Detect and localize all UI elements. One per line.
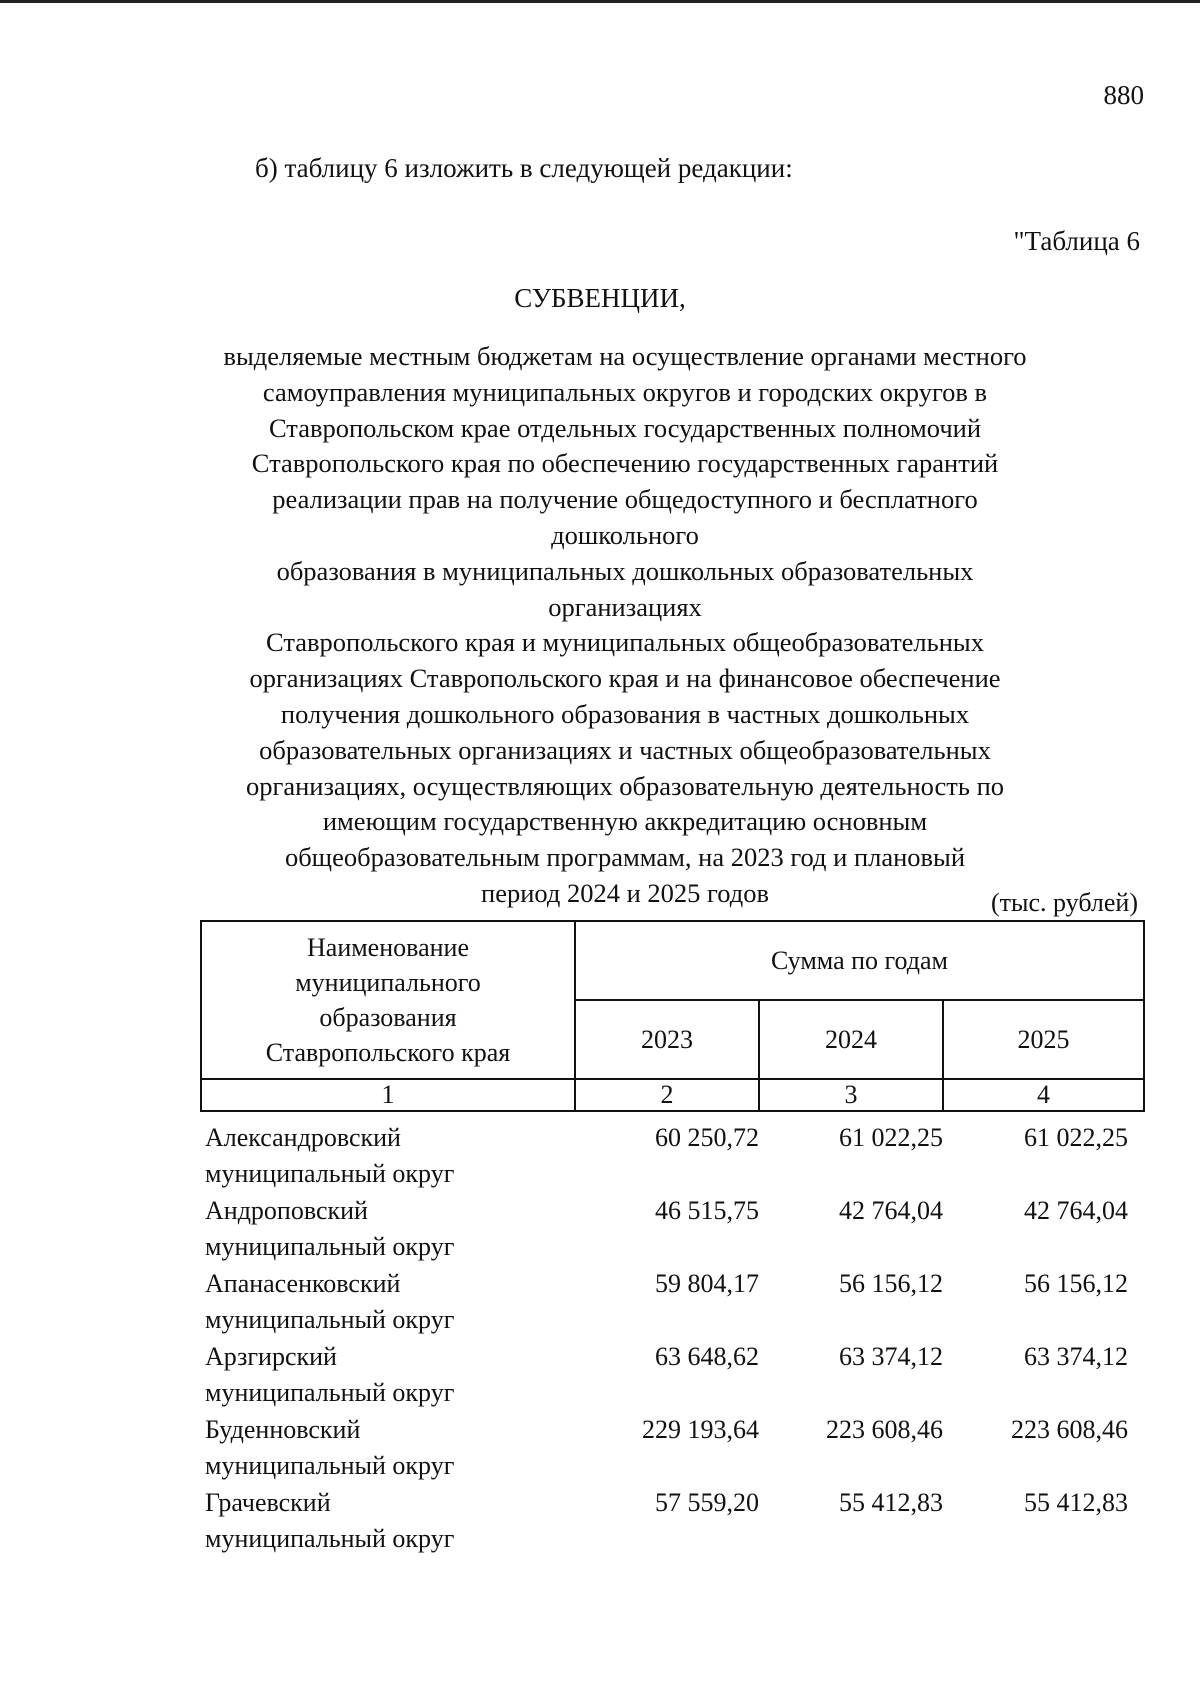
column-number-3: 3 xyxy=(759,1079,943,1111)
municipality-name-line: Буденновский xyxy=(205,1415,361,1444)
subtitle-line: организациях Ставропольского края и на финансовое обеспечение xyxy=(249,663,1001,694)
municipality-name xyxy=(200,1485,579,1558)
municipality-name-line: муниципальный округ xyxy=(205,1159,455,1188)
header-name-line: Ставропольского края xyxy=(265,1038,511,1067)
header-year-2025: 2025 xyxy=(943,1000,1144,1079)
table-row xyxy=(200,1120,1143,1193)
header-year-2023: 2023 xyxy=(575,1000,759,1079)
table-label: "Таблица 6 xyxy=(1013,226,1140,256)
municipality-name-line: муниципальный округ xyxy=(205,1305,455,1334)
municipality-name-line: муниципальный округ xyxy=(205,1378,455,1407)
municipality-name xyxy=(200,1339,579,1412)
subsidy-table-header xyxy=(200,920,1145,1112)
subtitle-line: Ставропольском крае отдельных государственных полномочий xyxy=(268,412,982,443)
table-row xyxy=(200,1193,1143,1266)
municipality-name-line: Александровский xyxy=(205,1123,401,1152)
column-number-1: 1 xyxy=(201,1079,575,1111)
value-2023: 57 559,20 xyxy=(655,1488,759,1517)
value-2023: 63 648,62 xyxy=(655,1342,759,1371)
intro-text: б) таблицу 6 изложить в следующей редакции: xyxy=(255,153,793,183)
municipality-name xyxy=(200,1193,579,1266)
value-2023: 60 250,72 xyxy=(655,1123,759,1152)
value-2024: 63 374,12 xyxy=(839,1342,943,1371)
municipality-name-line: муниципальный округ xyxy=(205,1451,455,1480)
table-row xyxy=(200,1339,1143,1412)
value-2024: 55 412,83 xyxy=(839,1488,943,1517)
table-row xyxy=(200,1485,1143,1558)
value-2023: 229 193,64 xyxy=(642,1415,759,1444)
value-2024: 42 764,04 xyxy=(839,1196,943,1225)
subtitle-line: образования в муниципальных дошкольных образовательных организациях xyxy=(276,555,974,622)
subtitle-line: период 2024 и 2025 годов xyxy=(481,877,769,908)
column-number-4: 4 xyxy=(943,1079,1144,1111)
subtitle-line: общеобразовательным программам, на 2023 год и плановый xyxy=(284,842,966,873)
header-name-line: муниципального xyxy=(295,968,481,997)
top-rule xyxy=(0,0,1200,3)
value-2025: 223 608,46 xyxy=(1011,1415,1128,1444)
table-row xyxy=(200,1266,1143,1339)
header-year-2024: 2024 xyxy=(759,1000,943,1079)
value-2025: 63 374,12 xyxy=(1024,1342,1128,1371)
header-sum-cell: Сумма по годам xyxy=(575,921,1144,1000)
value-2025: 61 022,25 xyxy=(1024,1123,1128,1152)
municipality-name-line: Андроповский xyxy=(205,1196,368,1225)
value-2024: 223 608,46 xyxy=(826,1415,943,1444)
column-number-2: 2 xyxy=(575,1079,759,1111)
header-name-line: образования xyxy=(319,1003,457,1032)
municipality-name xyxy=(200,1120,579,1193)
subtitle-line: выделяемые местным бюджетам на осуществление органами местного xyxy=(223,341,1027,371)
value-2023: 46 515,75 xyxy=(655,1196,759,1225)
municipality-name-line: муниципальный округ xyxy=(205,1232,455,1261)
subtitle-line: организациях, осуществляющих образовательную деятельность по xyxy=(245,770,1005,801)
subtitle-line: образовательных организациях и частных общеобразовательных xyxy=(259,734,991,765)
header-name-line: Наименование xyxy=(307,933,469,962)
subtitle-line: реализации прав на получение общедоступного и бесплатного дошкольного xyxy=(272,484,978,550)
municipality-name-line: Арзгирский xyxy=(205,1342,337,1371)
document-subtitle xyxy=(200,339,1050,912)
subtitle-line: имеющим государственную аккредитацию основным xyxy=(322,806,928,837)
municipality-name-line: Апанасенковский xyxy=(205,1269,401,1298)
municipality-name-line: Грачевский xyxy=(205,1488,331,1517)
value-2023: 59 804,17 xyxy=(655,1269,759,1298)
value-2025: 42 764,04 xyxy=(1024,1196,1128,1225)
municipality-name xyxy=(200,1266,579,1339)
municipality-name xyxy=(200,1412,579,1485)
subtitle-line: получения дошкольного образования в частных дошкольных xyxy=(280,698,970,729)
value-2024: 56 156,12 xyxy=(839,1269,943,1298)
subsidy-table-body xyxy=(200,1120,1143,1558)
subtitle-line: Ставропольского края по обеспечению государственных гарантий xyxy=(251,448,999,479)
value-2025: 55 412,83 xyxy=(1024,1488,1128,1517)
municipality-name-line: муниципальный округ xyxy=(205,1524,455,1553)
subtitle-line: самоуправления муниципальных округов и городских округов в xyxy=(262,376,988,407)
units-label: (тыс. рублей) xyxy=(990,888,1138,917)
table-row xyxy=(200,1412,1143,1485)
value-2024: 61 022,25 xyxy=(839,1123,943,1152)
value-2025: 56 156,12 xyxy=(1024,1269,1128,1298)
page-number: 880 xyxy=(1103,80,1144,110)
header-name-cell xyxy=(201,921,575,1079)
document-title: СУБВЕНЦИИ, xyxy=(514,283,686,313)
subtitle-line: Ставропольского края и муниципальных общеобразовательных xyxy=(266,627,984,658)
